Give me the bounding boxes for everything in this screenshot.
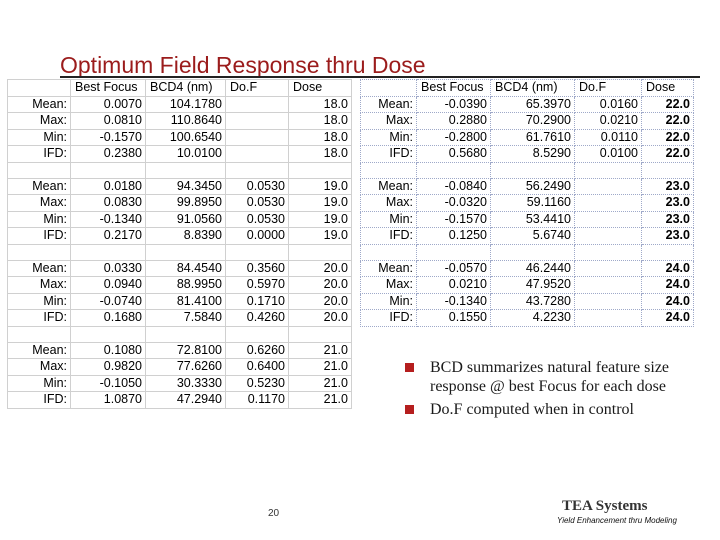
- dof-cell: 0.0110: [575, 129, 642, 146]
- best-focus-cell: -0.1050: [71, 375, 146, 392]
- title-underline: [60, 76, 700, 78]
- dose-cell: 18.0: [289, 96, 352, 113]
- bcd4-cell: 43.7280: [491, 293, 575, 310]
- bcd4-cell: 84.4540: [146, 260, 226, 277]
- row-label: Mean:: [361, 178, 417, 195]
- dof-cell: 0.0530: [226, 195, 289, 212]
- bullet-text: Do.F computed when in control: [430, 401, 634, 418]
- dose-cell: 22.0: [642, 146, 694, 163]
- right-header-row: [361, 80, 694, 97]
- row-label: IFD:: [361, 146, 417, 163]
- row-label: IFD:: [8, 310, 71, 327]
- empty-cell: [146, 244, 226, 260]
- bcd4-cell: 91.0560: [146, 211, 226, 228]
- row-label: Min:: [8, 375, 71, 392]
- table-row: [8, 310, 352, 327]
- dose-cell: 23.0: [642, 228, 694, 245]
- bcd4-cell: 47.9520: [491, 277, 575, 294]
- empty-cell: [491, 162, 575, 178]
- header-dof: Do.F: [575, 80, 642, 97]
- dose-cell: 20.0: [289, 310, 352, 327]
- bcd4-cell: 100.6540: [146, 129, 226, 146]
- table-row: [8, 178, 352, 195]
- row-label: Max:: [361, 195, 417, 212]
- left-table-body: [8, 80, 352, 409]
- dose-cell: 18.0: [289, 113, 352, 130]
- table-row: [361, 146, 694, 163]
- table-row: [361, 277, 694, 294]
- bcd4-cell: 81.4100: [146, 293, 226, 310]
- bcd4-cell: 77.6260: [146, 359, 226, 376]
- table-row: [8, 211, 352, 228]
- best-focus-cell: 0.2170: [71, 228, 146, 245]
- bcd4-cell: 47.2940: [146, 392, 226, 409]
- dof-cell: [226, 146, 289, 163]
- row-label: IFD:: [8, 228, 71, 245]
- row-label: Mean:: [361, 96, 417, 113]
- bcd4-cell: 94.3450: [146, 178, 226, 195]
- table-row: [361, 178, 694, 195]
- dose-cell: 21.0: [289, 392, 352, 409]
- bcd4-cell: 99.8950: [146, 195, 226, 212]
- dof-cell: 0.6400: [226, 359, 289, 376]
- header-dof: Do.F: [226, 80, 289, 97]
- row-label: Max:: [8, 113, 71, 130]
- bcd4-cell: 7.5840: [146, 310, 226, 327]
- best-focus-cell: -0.1340: [417, 293, 491, 310]
- table-row: [8, 392, 352, 409]
- empty-cell: [289, 162, 352, 178]
- dof-cell: 0.0000: [226, 228, 289, 245]
- row-label: IFD:: [8, 146, 71, 163]
- dof-cell: [575, 195, 642, 212]
- dose-cell: 23.0: [642, 211, 694, 228]
- dof-cell: 0.4260: [226, 310, 289, 327]
- best-focus-cell: -0.2800: [417, 129, 491, 146]
- dose-cell: 19.0: [289, 195, 352, 212]
- dose-cell: 22.0: [642, 113, 694, 130]
- dof-cell: [575, 260, 642, 277]
- empty-cell: [417, 244, 491, 260]
- best-focus-cell: -0.1570: [417, 211, 491, 228]
- empty-cell: [491, 244, 575, 260]
- bcd4-cell: 61.7610: [491, 129, 575, 146]
- table-row: [8, 293, 352, 310]
- empty-cell: [146, 326, 226, 342]
- bullet-square-icon: [405, 363, 414, 372]
- bcd4-cell: 56.2490: [491, 178, 575, 195]
- row-label: Max:: [8, 277, 71, 294]
- bullet-item: [405, 358, 705, 396]
- header-dose: Dose: [289, 80, 352, 97]
- header-best-focus: Best Focus: [417, 80, 491, 97]
- empty-cell: [8, 326, 71, 342]
- table-row: [361, 96, 694, 113]
- dof-cell: 0.5230: [226, 375, 289, 392]
- dose-cell: 24.0: [642, 260, 694, 277]
- dof-cell: 0.1710: [226, 293, 289, 310]
- empty-cell: [71, 162, 146, 178]
- best-focus-cell: 0.0180: [71, 178, 146, 195]
- bcd4-cell: 8.5290: [491, 146, 575, 163]
- empty-cell: [361, 244, 417, 260]
- bcd4-cell: 10.0100: [146, 146, 226, 163]
- dof-cell: 0.0210: [575, 113, 642, 130]
- best-focus-cell: 0.0330: [71, 260, 146, 277]
- bcd4-cell: 88.9950: [146, 277, 226, 294]
- empty-cell: [289, 326, 352, 342]
- bcd4-cell: 72.8100: [146, 342, 226, 359]
- table-row: [361, 129, 694, 146]
- row-label: Min:: [361, 211, 417, 228]
- dose-cell: 18.0: [289, 129, 352, 146]
- dose-cell: 23.0: [642, 195, 694, 212]
- dof-cell: [575, 277, 642, 294]
- bcd4-cell: 30.3330: [146, 375, 226, 392]
- dose-cell: 19.0: [289, 178, 352, 195]
- bcd4-cell: 4.2230: [491, 310, 575, 327]
- dose-cell: 24.0: [642, 293, 694, 310]
- header-bcd4: BCD4 (nm): [146, 80, 226, 97]
- brand-name: TEA Systems: [562, 498, 648, 514]
- header-dose: Dose: [642, 80, 694, 97]
- table-row: [8, 146, 352, 163]
- empty-cell: [226, 326, 289, 342]
- row-label: Min:: [361, 293, 417, 310]
- bcd4-cell: 59.1160: [491, 195, 575, 212]
- header-blank-cell: [361, 80, 417, 97]
- dose-cell: 21.0: [289, 342, 352, 359]
- bullet-text: BCD summarizes natural feature size response @ best Focus for each dose: [430, 359, 670, 395]
- dose-cell: 23.0: [642, 178, 694, 195]
- table-row: [8, 96, 352, 113]
- row-label: Max:: [8, 195, 71, 212]
- row-label: Mean:: [8, 96, 71, 113]
- row-label: IFD:: [361, 228, 417, 245]
- row-label: Min:: [361, 129, 417, 146]
- dof-cell: 0.3560: [226, 260, 289, 277]
- best-focus-cell: 0.0810: [71, 113, 146, 130]
- row-label: Mean:: [361, 260, 417, 277]
- slide-title: Optimum Field Response thru Dose: [60, 52, 426, 78]
- best-focus-cell: -0.0740: [71, 293, 146, 310]
- best-focus-cell: -0.0390: [417, 96, 491, 113]
- header-best-focus: Best Focus: [71, 80, 146, 97]
- empty-cell: [8, 244, 71, 260]
- header-blank-cell: [8, 80, 71, 97]
- row-label: IFD:: [8, 392, 71, 409]
- dose-cell: 24.0: [642, 277, 694, 294]
- right-data-table: [360, 79, 694, 327]
- dof-cell: [575, 211, 642, 228]
- table-row: [8, 228, 352, 245]
- dof-cell: 0.0100: [575, 146, 642, 163]
- empty-cell: [8, 162, 71, 178]
- table-row: [8, 359, 352, 376]
- dose-cell: 20.0: [289, 293, 352, 310]
- dose-cell: 21.0: [289, 375, 352, 392]
- table-row: [361, 293, 694, 310]
- best-focus-cell: 0.0830: [71, 195, 146, 212]
- table-row: [8, 342, 352, 359]
- bcd4-cell: 5.6740: [491, 228, 575, 245]
- empty-cell: [226, 162, 289, 178]
- best-focus-cell: 0.5680: [417, 146, 491, 163]
- table-row: [8, 129, 352, 146]
- empty-cell: [642, 162, 694, 178]
- bcd4-cell: 70.2900: [491, 113, 575, 130]
- bcd4-cell: 65.3970: [491, 96, 575, 113]
- table-row: [361, 195, 694, 212]
- bcd4-cell: 104.1780: [146, 96, 226, 113]
- row-label: Mean:: [8, 342, 71, 359]
- table-row: [8, 375, 352, 392]
- row-label: Min:: [8, 293, 71, 310]
- best-focus-cell: 0.0070: [71, 96, 146, 113]
- empty-cell: [575, 244, 642, 260]
- table-row: [361, 228, 694, 245]
- right-table-body: [361, 80, 694, 327]
- bcd4-cell: 53.4410: [491, 211, 575, 228]
- empty-cell: [226, 244, 289, 260]
- dose-cell: 18.0: [289, 146, 352, 163]
- best-focus-cell: -0.0570: [417, 260, 491, 277]
- best-focus-cell: 0.0940: [71, 277, 146, 294]
- best-focus-cell: 0.0210: [417, 277, 491, 294]
- table-row: [361, 113, 694, 130]
- row-label: Mean:: [8, 178, 71, 195]
- row-label: Min:: [8, 211, 71, 228]
- row-label: Max:: [361, 277, 417, 294]
- header-bcd4: BCD4 (nm): [491, 80, 575, 97]
- row-label: Max:: [8, 359, 71, 376]
- best-focus-cell: -0.1570: [71, 129, 146, 146]
- best-focus-cell: -0.1340: [71, 211, 146, 228]
- best-focus-cell: 1.0870: [71, 392, 146, 409]
- row-label: Min:: [8, 129, 71, 146]
- best-focus-cell: 0.2880: [417, 113, 491, 130]
- bcd4-cell: 46.2440: [491, 260, 575, 277]
- dof-cell: [575, 178, 642, 195]
- dof-cell: 0.0160: [575, 96, 642, 113]
- dof-cell: 0.1170: [226, 392, 289, 409]
- page-number: 20: [268, 508, 280, 519]
- left-header-row: [8, 80, 352, 97]
- dof-cell: 0.0530: [226, 178, 289, 195]
- bcd4-cell: 110.8640: [146, 113, 226, 130]
- spacer-row: [361, 244, 694, 260]
- best-focus-cell: 0.2380: [71, 146, 146, 163]
- table-row: [8, 277, 352, 294]
- dof-cell: [575, 293, 642, 310]
- spacer-row: [8, 162, 352, 178]
- dof-cell: [226, 96, 289, 113]
- dose-cell: 20.0: [289, 260, 352, 277]
- empty-cell: [361, 162, 417, 178]
- dof-cell: 0.0530: [226, 211, 289, 228]
- dof-cell: [575, 310, 642, 327]
- dof-cell: 0.5970: [226, 277, 289, 294]
- left-data-table: [7, 79, 352, 409]
- spacer-row: [361, 162, 694, 178]
- dose-cell: 21.0: [289, 359, 352, 376]
- table-row: [361, 211, 694, 228]
- empty-cell: [71, 326, 146, 342]
- row-label: Max:: [361, 113, 417, 130]
- best-focus-cell: -0.0840: [417, 178, 491, 195]
- dose-cell: 22.0: [642, 129, 694, 146]
- row-label: Mean:: [8, 260, 71, 277]
- bcd4-cell: 8.8390: [146, 228, 226, 245]
- dof-cell: [226, 129, 289, 146]
- best-focus-cell: 0.1550: [417, 310, 491, 327]
- best-focus-cell: 0.1250: [417, 228, 491, 245]
- table-row: [361, 310, 694, 327]
- bullet-square-icon: [405, 405, 414, 414]
- bullet-list: [405, 358, 705, 423]
- table-row: [361, 260, 694, 277]
- spacer-row: [8, 244, 352, 260]
- empty-cell: [71, 244, 146, 260]
- brand-tagline: Yield Enhancement thru Modeling: [557, 516, 677, 525]
- dose-cell: 20.0: [289, 277, 352, 294]
- best-focus-cell: 0.9820: [71, 359, 146, 376]
- dose-cell: 24.0: [642, 310, 694, 327]
- empty-cell: [575, 162, 642, 178]
- spacer-row: [8, 326, 352, 342]
- dof-cell: 0.6260: [226, 342, 289, 359]
- dof-cell: [575, 228, 642, 245]
- empty-cell: [642, 244, 694, 260]
- row-label: IFD:: [361, 310, 417, 327]
- dose-cell: 22.0: [642, 96, 694, 113]
- table-row: [8, 260, 352, 277]
- empty-cell: [146, 162, 226, 178]
- dose-cell: 19.0: [289, 211, 352, 228]
- best-focus-cell: 0.1080: [71, 342, 146, 359]
- table-row: [8, 195, 352, 212]
- bullet-item: [405, 400, 705, 419]
- best-focus-cell: -0.0320: [417, 195, 491, 212]
- empty-cell: [417, 162, 491, 178]
- dof-cell: [226, 113, 289, 130]
- empty-cell: [289, 244, 352, 260]
- dose-cell: 19.0: [289, 228, 352, 245]
- best-focus-cell: 0.1680: [71, 310, 146, 327]
- table-row: [8, 113, 352, 130]
